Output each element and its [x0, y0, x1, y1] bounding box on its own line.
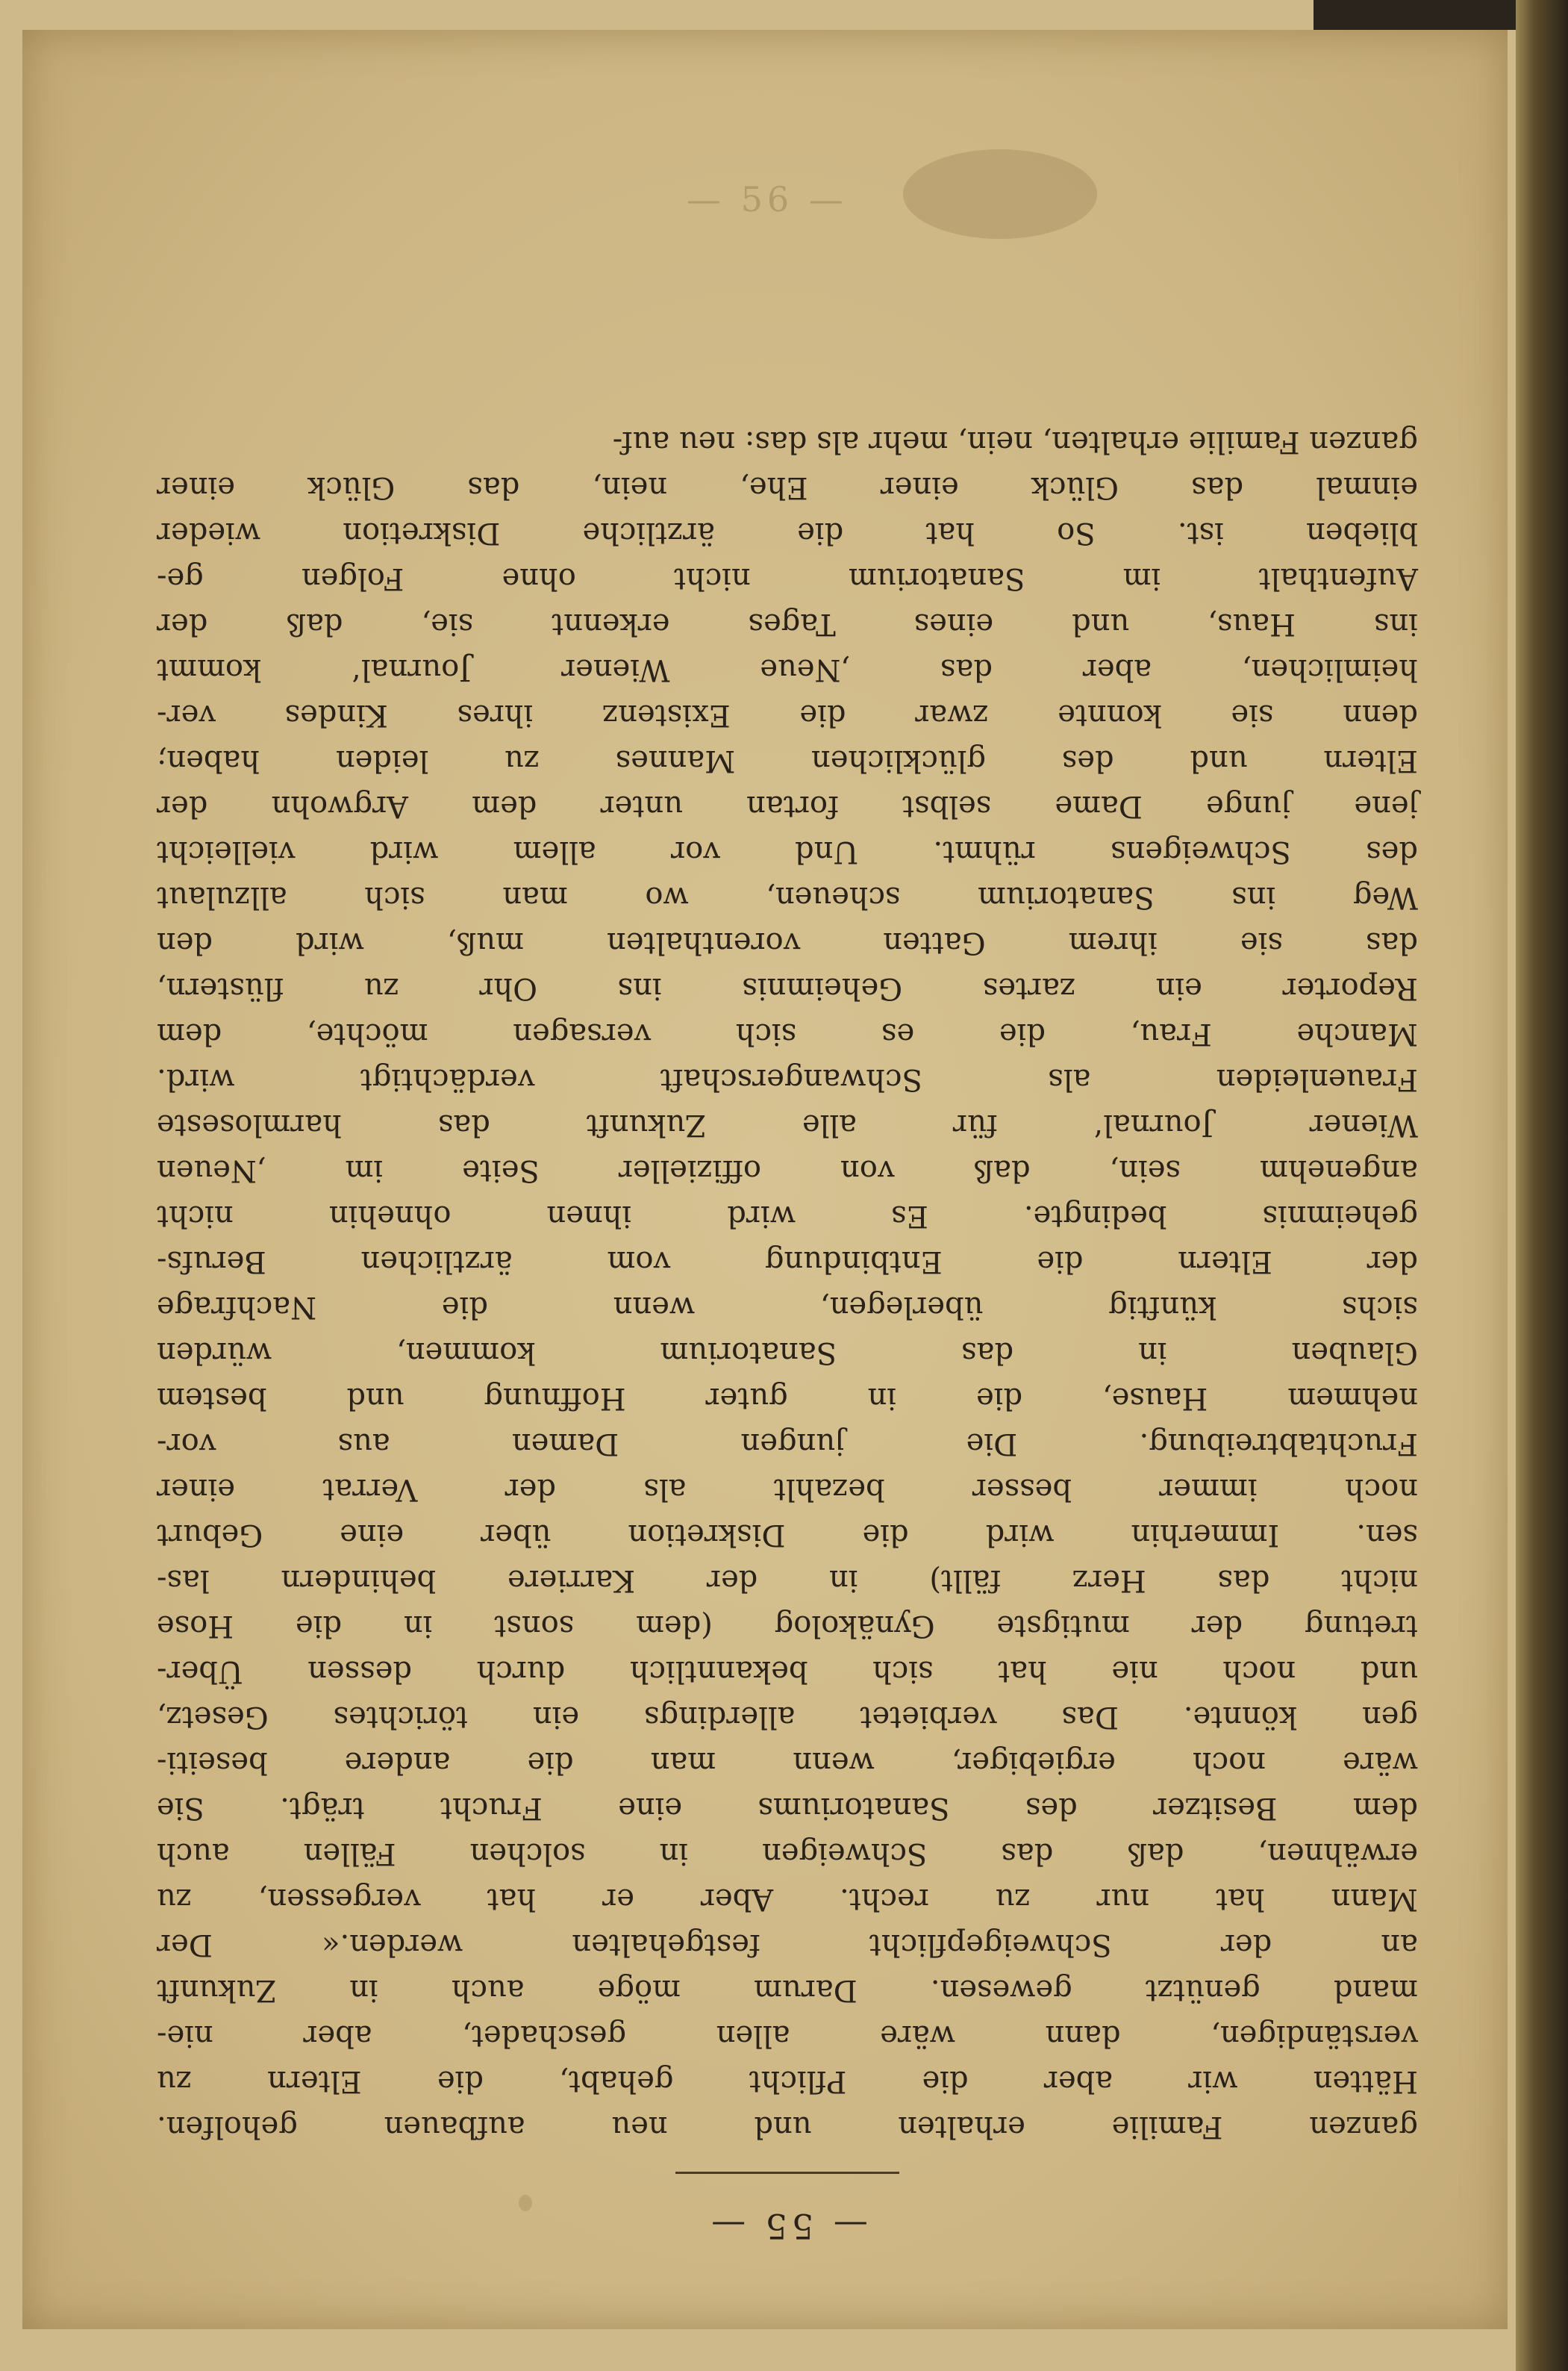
- text-line: Mann hat nur zu recht. Aber er hat vergessen, zu: [157, 1882, 1418, 1916]
- text-line: der Eltern die Entbindung vom ärztlichen Berufs-: [157, 1244, 1418, 1279]
- text-line: erwähnen, daß das Schweigen in solchen Fällen auch: [157, 1836, 1418, 1871]
- text-line: ganzen Familie erhalten und neu aufbauen geholfen.: [157, 2110, 1418, 2144]
- text-line: Frauenleiden als Schwangerschaft verdächtigt wird.: [157, 1062, 1418, 1097]
- text-line: das sie ihrem Gatten vorenthalten muß, wird den: [157, 926, 1418, 960]
- text-line: und noch nie hat sich bekanntlich durch dessen Über-: [157, 1654, 1418, 1689]
- text-line: sichs künftig überlegen, wenn die Nachfrage: [157, 1290, 1418, 1324]
- text-line: angenehm sein, daß von offizieller Seite im ‚Neuen: [157, 1153, 1418, 1188]
- text-line: wäre noch ergiebiger, wenn man die andere beseiti-: [157, 1745, 1418, 1780]
- text-line: Wiener Journal‘ für alle Zukunft das harmloseste: [157, 1108, 1418, 1142]
- text-line: geheimnis bedingte. Es wird ihnen ohnehin nicht: [157, 1199, 1418, 1233]
- text-line: tretung der mutigste Gynäkolog (dem sonst in die Hose: [157, 1609, 1418, 1643]
- text-line: heimlichen, aber das ‚Neue Wiener Journal‘ kommt: [157, 652, 1418, 687]
- text-line: einmal das Glück einer Ehe, nein, das Glück einer: [157, 470, 1418, 505]
- text-line: Glauben in das Sanatorium kommen, würden: [157, 1336, 1418, 1370]
- text-line: Fruchtabtreibung. Die jungen Damen aus vor-: [157, 1427, 1418, 1461]
- text-line: nehmem Hause, die in guter Hoffnung und bestem: [157, 1381, 1418, 1415]
- body-text: [157, 419, 1418, 2149]
- text-line: Reporter ein zartes Geheimnis ins Ohr zu flüstern,: [157, 971, 1418, 1006]
- text-line: sen. Immerhin wird die Diskretion über eine Geburt: [157, 1518, 1418, 1552]
- bleed-through-page-number: — 56 —: [687, 179, 848, 219]
- text-line: verständigen, dann wäre allen geschadet, aber nie-: [157, 2019, 1418, 2053]
- text-block: [157, 187, 1418, 2247]
- text-line: noch immer besser bezahlt als der Verrat einer: [157, 1472, 1418, 1507]
- text-line: mand genützt gewesen. Darum möge auch in Zukunft: [157, 1973, 1418, 2007]
- text-line: des Schweigens rühmt. Und vor allem wird vielleicht: [157, 835, 1418, 869]
- text-line: ins Haus, und eines Tages erkennt sie, daß der: [157, 607, 1418, 641]
- text-line: Eltern und des glücklichen Mannes zu leiden haben;: [157, 744, 1418, 778]
- text-line: blieben ist. So hat die ärztliche Diskretion wieder: [157, 516, 1418, 550]
- text-line: Manche Frau, die es sich versagen möchte, dem: [157, 1017, 1418, 1051]
- text-line: denn sie konnte zwar die Existenz ihres Kindes ver-: [157, 698, 1418, 732]
- book-spine-edge: [1516, 0, 1568, 2371]
- text-line: nicht das Herz fällt) in der Karriere behindern las-: [157, 1563, 1418, 1598]
- text-line: an der Schweigepflicht festgehalten werden.« Der: [157, 1928, 1418, 1962]
- text-line: Weg ins Sanatorium scheuen, wo man sich allzulaut: [157, 880, 1418, 915]
- text-line: ganzen Familie erhalten, nein, mehr als das: neu auf-: [612, 425, 1418, 459]
- page-number: — 55 —: [707, 2206, 868, 2246]
- header-rule: [675, 2172, 899, 2174]
- text-line: Hätten wir aber die Pflicht gehabt, die Eltern zu: [157, 2064, 1418, 2099]
- text-line: jene junge Dame selbst fortan unter dem Argwohn der: [157, 789, 1418, 823]
- text-line: dem Besitzer des Sanatoriums eine Frucht trägt. Sie: [157, 1791, 1418, 1825]
- text-line: gen könnte. Das verbietet allerdings ein törichtes Gesetz,: [157, 1700, 1418, 1734]
- text-line: Aufenthalt im Sanatorium nicht ohne Folgen ge-: [157, 561, 1418, 596]
